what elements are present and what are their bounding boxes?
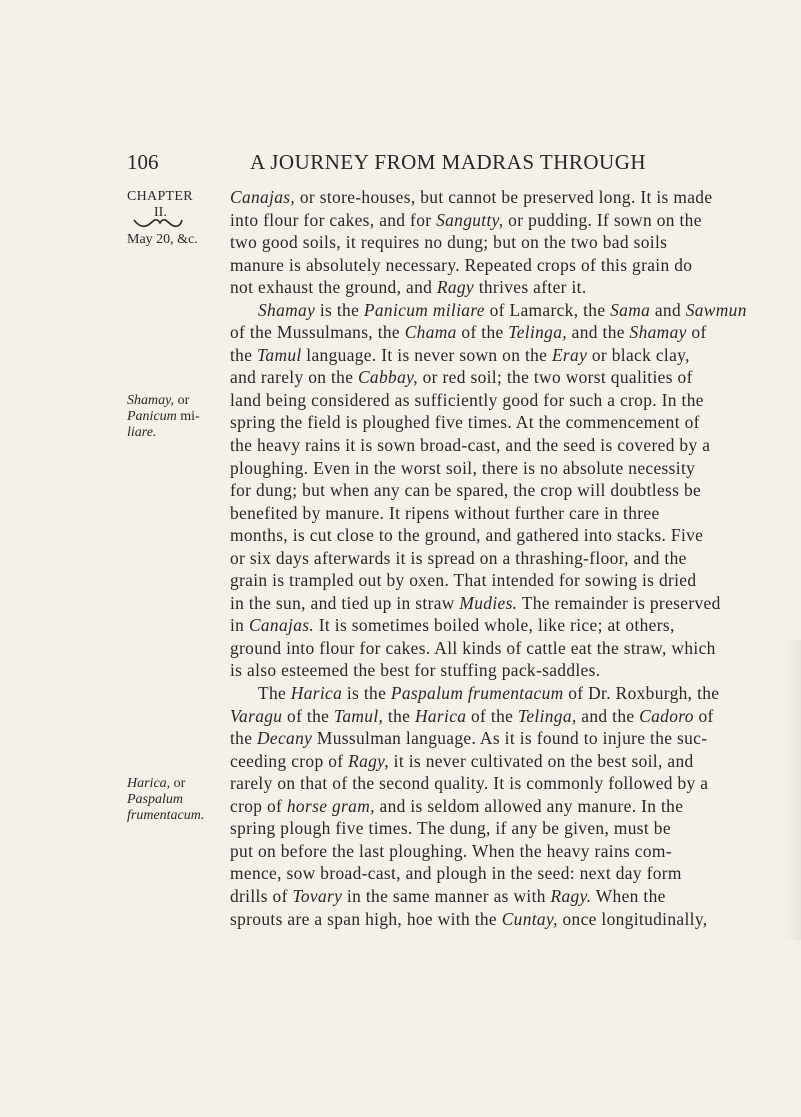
text-run: the (383, 705, 415, 726)
italic-term: Telinga, (508, 322, 567, 343)
side-note-text: Harica, (127, 776, 171, 791)
text-run: of (686, 322, 707, 343)
text-line: for dung; but when any can be spared, the crop will doubtless be (230, 480, 702, 501)
text-run: crop of (230, 795, 287, 816)
text-line: mence, sow broad-cast, and plough in the seed: next day form (230, 863, 682, 884)
text-line: put on before the last ploughing. When the heavy rains com- (230, 840, 672, 861)
text-line: ploughing. Even in the worst soil, there is no absolute necessity (230, 457, 696, 478)
italic-term: Harica (414, 705, 467, 726)
italic-term: Sama (610, 299, 651, 320)
italic-term: Tamul (257, 344, 302, 365)
side-note-text: mi- (176, 409, 200, 424)
italic-term: Paspalum frumentacum (390, 683, 564, 704)
page-header (127, 150, 737, 180)
text-run: it is never cultivated on the best soil, and (388, 750, 694, 771)
text-run: It is sometimes boiled whole, like rice; at others, (314, 615, 675, 636)
text-line (230, 186, 740, 209)
text-run: drills of (230, 885, 293, 906)
text-line: two good soils, it requires no dung; but on the two bad soils (230, 232, 668, 253)
text-line (230, 276, 740, 299)
text-line: is also esteemed the best for stuffing pack-saddles. (230, 660, 601, 681)
italic-term: Sawmun (685, 299, 747, 320)
text-line: months, is cut close to the ground, and gathered into stacks. Five (230, 525, 704, 546)
text-run: or black clay, (587, 344, 690, 365)
text-line (230, 705, 740, 728)
text-run: not exhaust the ground, and (230, 277, 437, 298)
text-run: of the (466, 705, 518, 726)
text-line (230, 727, 740, 750)
text-run: of the (282, 705, 334, 726)
ornament-flourish-icon (132, 217, 184, 229)
text-run: of Lamarck, the (484, 299, 611, 320)
italic-term: Ragy, (348, 750, 389, 771)
chapter-number: II. (154, 205, 167, 220)
page-number: 106 (127, 150, 159, 174)
text-run: in the same manner as with (342, 885, 551, 906)
margin-date (127, 232, 209, 248)
text-run: once longitudinally, (557, 908, 708, 929)
text-run: into flour for cakes, and for (230, 209, 437, 230)
text-line (230, 321, 740, 344)
text-run: and the (576, 705, 640, 726)
page-edge-shading (783, 640, 801, 940)
side-note-text: Shamay, (127, 393, 175, 408)
italic-term: Decany (257, 728, 313, 749)
text-run: and rarely on the (230, 367, 358, 388)
text-line: land being considered as sufficiently good for such a crop. In the (230, 389, 704, 410)
text-line: ground into flour for cakes. All kinds of cattle eat the straw, which (230, 637, 716, 658)
side-note-text: or (174, 393, 190, 408)
text-run: and the (566, 322, 630, 343)
side-note-text: frumentacum. (127, 808, 205, 823)
text-run: the (230, 728, 257, 749)
text-run: is the (342, 683, 391, 704)
text-run: of the (456, 322, 509, 343)
text-line (230, 366, 740, 389)
italic-term: Ragy. (550, 885, 592, 906)
italic-term: Sangutty, (436, 209, 504, 230)
text-run: and is seldom allowed any manure. In the (374, 795, 684, 816)
italic-term: Harica (290, 683, 343, 704)
text-run: thrives after it. (474, 277, 587, 298)
text-line (230, 209, 740, 232)
text-run: in (230, 615, 249, 636)
italic-term: Chama (404, 322, 457, 343)
side-note-text: liare. (127, 425, 157, 440)
side-note-shamay (127, 393, 209, 441)
text-run: and (650, 299, 686, 320)
text-line: spring plough five times. The dung, if any be given, must be (230, 818, 671, 839)
running-head: A JOURNEY FROM MADRAS THROUGH (250, 150, 647, 174)
text-run: of the Mussulmans, the (230, 322, 405, 343)
text-run: The (258, 683, 291, 704)
italic-term: Cabbay, (357, 367, 418, 388)
italic-term: Cuntay, (501, 908, 558, 929)
text-line: the heavy rains it is sown broad-cast, and the seed is covered by a (230, 435, 711, 456)
text-run: of (693, 705, 714, 726)
italic-term: Panicum miliare (363, 299, 485, 320)
italic-term: Shamay (258, 299, 316, 320)
italic-term: Canajas. (248, 615, 315, 636)
chapter-label: CHAPTER (127, 189, 193, 204)
text-run: or store-houses, but cannot be preserved long. It is made (295, 187, 713, 207)
text-line (230, 795, 740, 818)
side-note-text: Panicum (127, 409, 177, 424)
italic-term: Varagu (230, 705, 283, 726)
text-line: manure is absolutely necessary. Repeated crops of this grain do (230, 254, 693, 275)
italic-term: Tovary (292, 885, 343, 906)
text-line: grain is trampled out by oxen. That intended for sowing is dried (230, 570, 697, 591)
side-note-text: Paspalum (127, 792, 183, 807)
italic-term: Telinga, (517, 705, 577, 726)
italic-term: Canajas, (230, 187, 296, 207)
text-run: ceeding crop of (230, 750, 349, 771)
date-note: May 20, &c. (127, 232, 198, 247)
text-run: The remainder is preserved (517, 592, 721, 613)
text-run: sprouts are a span high, hoe with the (230, 908, 502, 929)
text-line: or six days afterwards it is spread on a thrashing-floor, and the (230, 547, 687, 568)
text-run: or pudding. If sown on the (503, 209, 702, 230)
text-run: language. It is never sown on the (301, 344, 552, 365)
text-line (230, 682, 740, 705)
body-text (230, 186, 747, 930)
italic-term: Cadoro (639, 705, 694, 726)
text-run: Mussulman language. As it is found to injure the suc- (312, 728, 708, 749)
text-line (230, 344, 740, 367)
side-note-text: or (170, 776, 186, 791)
text-line (230, 614, 740, 637)
text-line (230, 885, 740, 908)
text-line (230, 750, 740, 773)
italic-term: Shamay (629, 322, 687, 343)
text-line (230, 299, 747, 322)
italic-term: Tamul, (333, 705, 384, 726)
italic-term: horse gram, (286, 795, 375, 816)
text-line (230, 592, 740, 615)
italic-term: Eray (551, 344, 588, 365)
side-note-harica (127, 776, 209, 824)
text-run: is the (315, 299, 364, 320)
italic-term: Mudies. (459, 592, 518, 613)
text-run: of Dr. Roxburgh, the (563, 683, 720, 704)
text-run: in the sun, and tied up in straw (230, 592, 460, 613)
text-line: rarely on that of the second quality. It is commonly followed by a (230, 773, 709, 794)
italic-term: Ragy (436, 277, 474, 298)
text-run: the (230, 344, 257, 365)
text-line: benefited by manure. It ripens without further care in three (230, 502, 660, 523)
text-run: or red soil; the two worst qualities of (417, 367, 693, 388)
text-line (230, 908, 740, 931)
text-run: When the (591, 885, 666, 906)
text-line: spring the field is ploughed five times. At the commencement of (230, 412, 700, 433)
